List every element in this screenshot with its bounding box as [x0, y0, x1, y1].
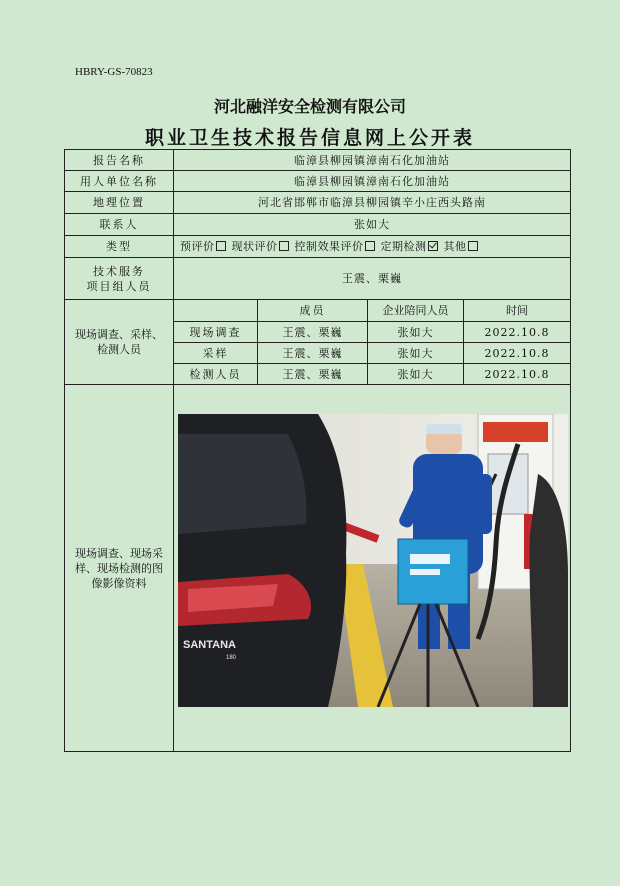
row-team: [65, 258, 571, 300]
type-option-control-evaluation: 控制效果评价: [295, 240, 377, 253]
checkbox-icon[interactable]: [216, 241, 226, 251]
contact-label: 联系人: [65, 214, 174, 236]
onsite-members: 王震、栗巍: [258, 322, 368, 343]
onsite-date: 2022.10.8: [464, 364, 571, 385]
images-label: 现场调查、现场采 样、现场检测的图 像影像资料: [65, 385, 174, 752]
employer-value: 临漳县柳园镇漳南石化加油站: [174, 171, 571, 192]
team-value: 王震、栗巍: [174, 258, 571, 300]
row-type: [65, 236, 571, 258]
car-badge-sub: 180: [226, 655, 237, 661]
checkbox-icon[interactable]: [279, 241, 289, 251]
row-onsite-header: [65, 300, 571, 322]
row-contact: [65, 214, 571, 236]
employer-label: 用人单位名称: [65, 171, 174, 192]
type-options: [174, 236, 571, 258]
onsite-escort: 张如大: [368, 343, 464, 364]
type-option-periodic-test: 定期检测: [381, 240, 440, 253]
report-table: [64, 149, 571, 752]
onsite-members: 王震、栗巍: [258, 364, 368, 385]
row-employer: [65, 171, 571, 192]
type-option-pre-evaluation: 预评价: [180, 240, 228, 253]
row-images: [65, 385, 571, 752]
onsite-members: 王震、栗巍: [258, 343, 368, 364]
onsite-task: 现场调查: [174, 322, 258, 343]
row-location: [65, 192, 571, 214]
document-code: HBRY-GS-70823: [75, 66, 153, 78]
contact-value: 张如大: [174, 214, 571, 236]
report-name-value: 临漳县柳园镇漳南石化加油站: [174, 150, 571, 171]
location-label: 地理位置: [65, 192, 174, 214]
car-badge: SANTANA: [183, 639, 236, 651]
header-members: 成员: [258, 300, 368, 322]
onsite-escort: 张如大: [368, 364, 464, 385]
type-option-status-evaluation: 现状评价: [232, 240, 291, 253]
row-report-name: [65, 150, 571, 171]
header-escort: 企业陪同人员: [368, 300, 464, 322]
form-title: 职业卫生技术报告信息网上公开表: [144, 127, 475, 149]
type-option-other: 其他: [444, 240, 480, 253]
location-value: 河北省邯郸市临漳县柳园镇辛小庄西头路南: [174, 192, 571, 214]
onsite-header-blank: [174, 300, 258, 322]
header-date: 时间: [464, 300, 571, 322]
team-label: 技术服务 项目组人员: [65, 258, 174, 300]
report-name-label: 报告名称: [65, 150, 174, 171]
images-cell: [174, 385, 571, 752]
onsite-task: 检测人员: [174, 364, 258, 385]
onsite-date: 2022.10.8: [464, 322, 571, 343]
onsite-date: 2022.10.8: [464, 343, 571, 364]
gas-station-photo-image: [178, 414, 568, 707]
checkbox-icon[interactable]: [468, 241, 478, 251]
checkbox-icon[interactable]: [365, 241, 375, 251]
onsite-task: 采样: [174, 343, 258, 364]
type-label: 类型: [65, 236, 174, 258]
checkbox-checked-icon[interactable]: [428, 241, 438, 251]
onsite-escort: 张如大: [368, 322, 464, 343]
onsite-label: 现场调查、采样、 检测人员: [65, 300, 174, 385]
site-photo: [178, 414, 568, 707]
company-name: 河北融洋安全检测有限公司: [213, 97, 406, 116]
